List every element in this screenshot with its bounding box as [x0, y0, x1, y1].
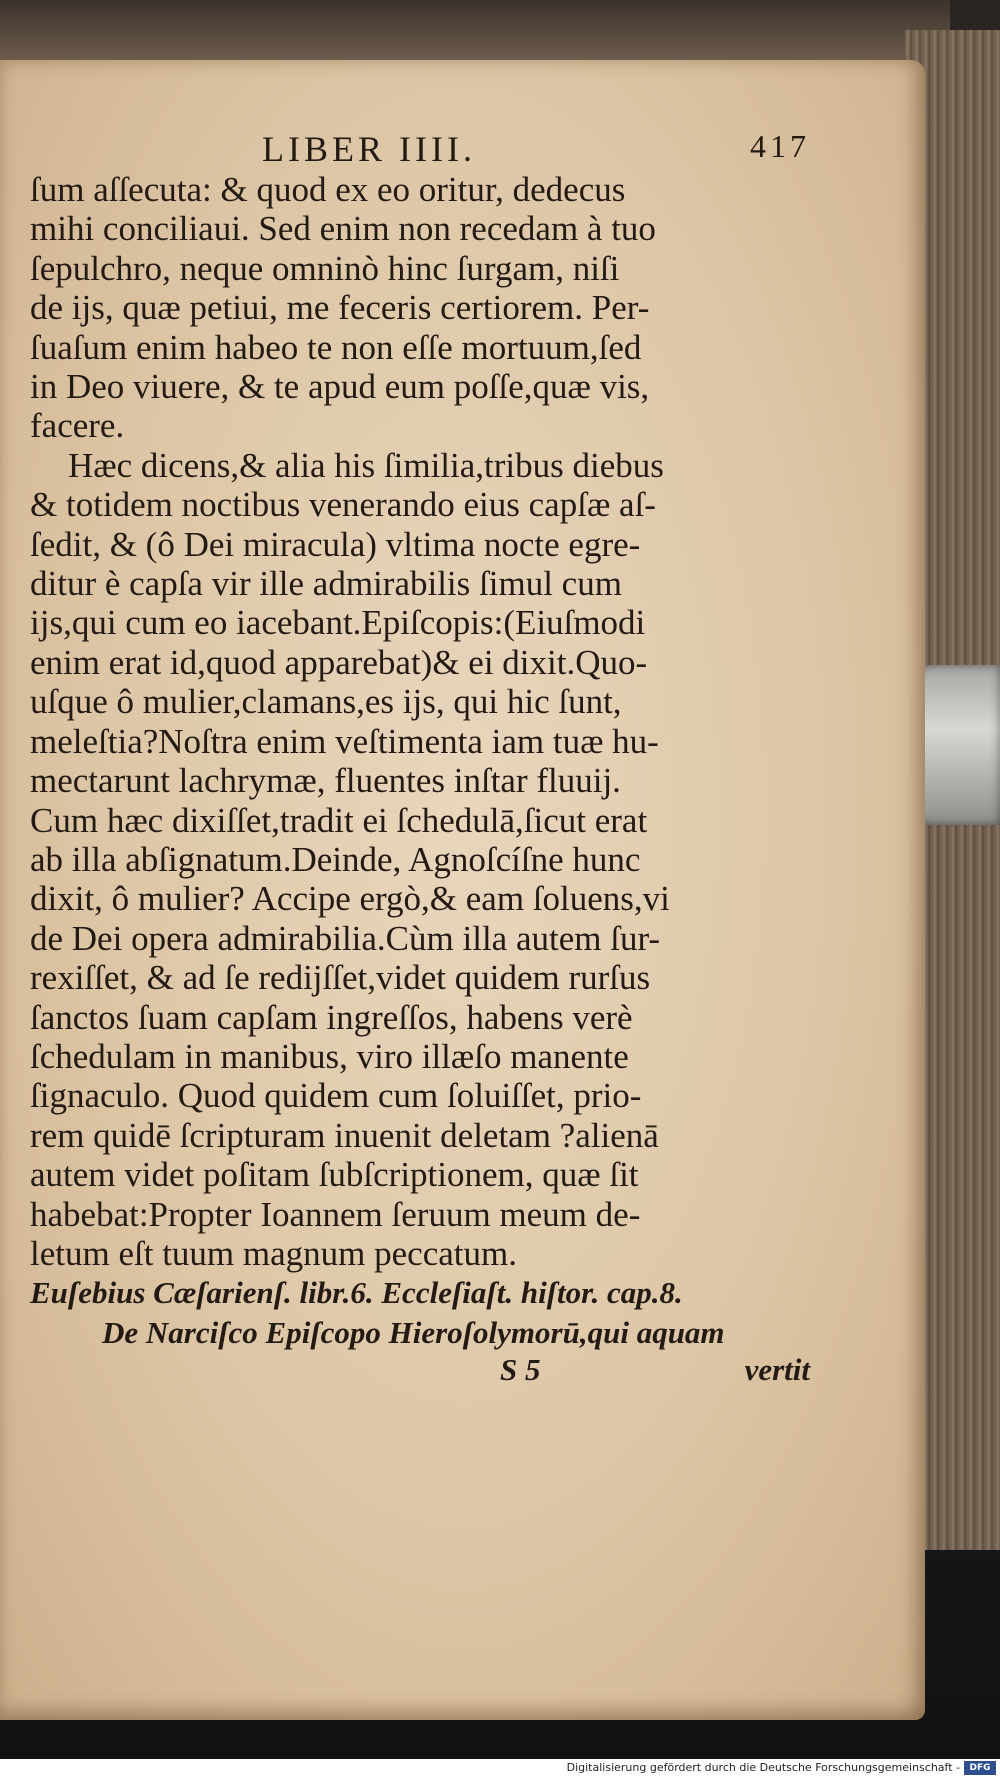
text-line: ſuaſum enim habeo te non eſſe mortuum,ſed	[30, 327, 642, 367]
chapter-heading: De Narciſco Epiſcopo Hieroſolymorū,qui aquam	[102, 1314, 725, 1350]
text-line: uſque ô mulier,clamans,es ijs, qui hic ſunt,	[30, 682, 622, 722]
text-line: ſanctos ſuam capſam ingreſſos, habens verè	[30, 997, 633, 1037]
text-line: in Deo viuere, & te apud eum poſſe,quæ vis,	[30, 367, 650, 407]
signature-mark: S 5	[500, 1352, 541, 1388]
text-block	[30, 128, 810, 1392]
text-line: enim erat id,quod apparebat)& ei dixit.Quo-	[30, 642, 648, 682]
text-line: & totidem noctibus venerando eius capſæ aſ-	[30, 485, 656, 525]
book-page	[0, 60, 925, 1720]
text-line: de ijs, quæ petiui, me feceris certiorem. Per-	[30, 288, 650, 328]
running-head	[30, 128, 810, 170]
catchword: vertit	[744, 1352, 810, 1388]
running-head-title: LIBER IIII.	[262, 129, 476, 169]
text-line: ſedit, & (ô Dei miracula) vltima nocte egre-	[30, 524, 641, 564]
text-line: ſignaculo. Quod quidem cum ſoluiſſet, prio-	[30, 1076, 642, 1116]
text-line: letum eſt tuum magnum peccatum.	[30, 1233, 517, 1273]
text-line: mihi conciliaui. Sed enim non recedam à tuo	[30, 209, 656, 249]
text-line: rexiſſet, & ad ſe redijſſet,videt quidem rurſus	[30, 958, 651, 998]
source-note: Euſebius Cæſarienſ. libr.6. Eccleſiaſt. hiſtor. cap.8.	[30, 1275, 683, 1311]
funding-credit: Digitalisierung gefördert durch die Deutsche Forschungsgemeinschaft -	[566, 1761, 960, 1774]
text-line: ſchedulam in manibus, viro illæſo manente	[30, 1036, 629, 1076]
text-line: autem videt poſitam ſubſcriptionem, quæ ſit	[30, 1155, 639, 1195]
signature-row	[30, 1352, 810, 1392]
paragraph-start-line: Hæc dicens,& alia his ſimilia,tribus diebus	[68, 445, 664, 485]
folio-number: 417	[750, 128, 810, 164]
text-line: ijs,qui cum eo iacebant.Epiſcopis:(Eiuſmodi	[30, 603, 646, 643]
text-line: ſepulchro, neque omninò hinc ſurgam, niſi	[30, 248, 620, 288]
digitization-footer	[0, 1759, 1000, 1779]
text-line: ditur è capſa vir ille admirabilis ſimul cum	[30, 564, 622, 604]
text-line: habebat:Propter Ioannem ſeruum meum de-	[30, 1194, 641, 1234]
text-line: mectarunt lachrymæ, fluentes inſtar fluuij.	[30, 761, 621, 801]
text-line: ab illa abſignatum.Deinde, Agnoſcíſne hunc	[30, 839, 641, 879]
text-line: Cum hæc dixiſſet,tradit ei ſchedulā,ſicut erat	[30, 800, 648, 840]
text-line: meleſtia?Noſtra enim veſtimenta iam tuæ hu-	[30, 721, 659, 761]
dfg-logo-icon: DFG	[964, 1761, 996, 1775]
text-line: de Dei opera admirabilia.Cùm illa autem ſur-	[30, 918, 661, 958]
text-line: rem quidē ſcripturam inuenit deletam ?alienā	[30, 1115, 659, 1155]
text-line: dixit, ô mulier? Accipe ergò,& eam ſoluens,vi	[30, 879, 670, 919]
text-line: facere.	[30, 406, 125, 446]
text-line: ſum aſſecuta: & quod ex eo oritur, dedecus	[30, 170, 626, 209]
